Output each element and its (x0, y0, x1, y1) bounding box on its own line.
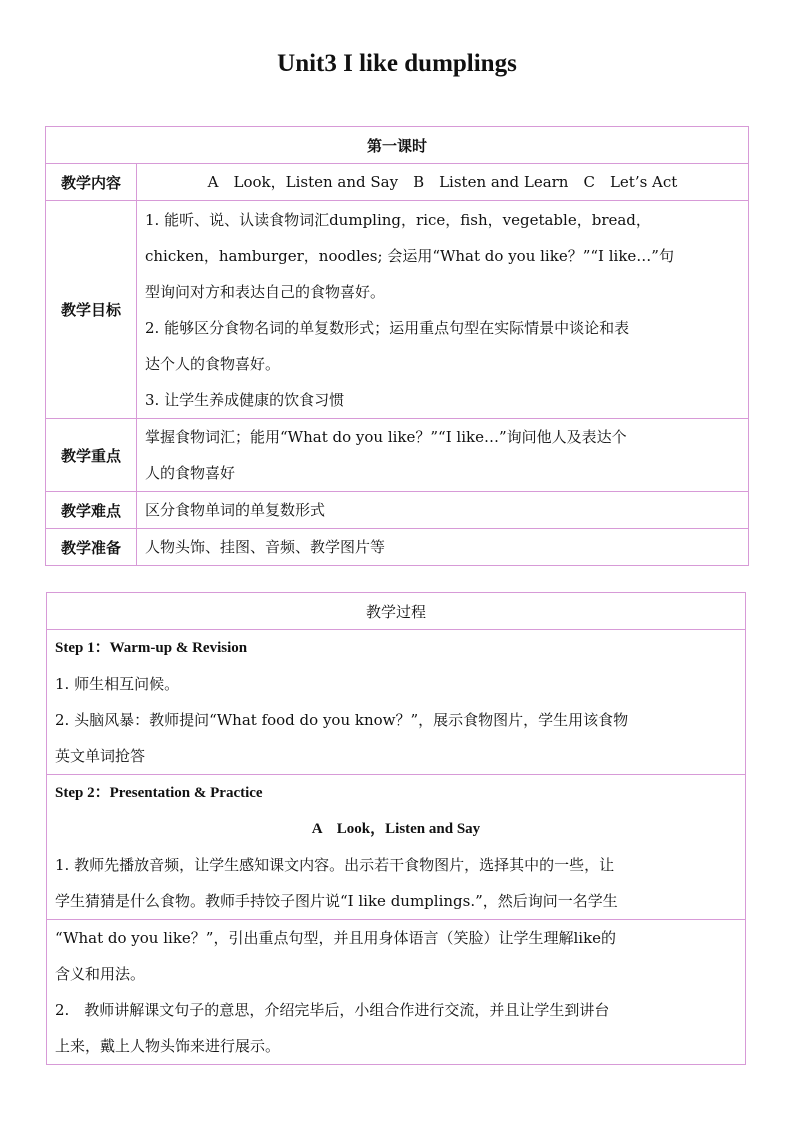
key-point-line: 人的食物喜好 (145, 464, 236, 482)
step2-line: 1. 教师先播放音频，让学生感知课文内容。出示若干食物图片，选择其中的一些，让 (55, 856, 615, 874)
row-value-preparation (137, 529, 749, 566)
objective-line: 达个人的食物喜好。 (145, 354, 281, 373)
step2-cell-a (47, 775, 746, 920)
document-title: Unit3 I like dumplings (277, 50, 517, 77)
row-value-key-points (137, 419, 749, 492)
step2-cell-b (47, 920, 746, 1065)
step2-line: “What do you like？”，引出重点句型，并且用身体语言（笑脸）让学生理解like的 (55, 929, 617, 947)
step1-title: Step 1：Warm-up & Revision (55, 640, 248, 656)
difficulty-line: 区分食物单词的单复数形式 (145, 501, 326, 519)
step1-line: 1. 师生相互问候。 (55, 675, 180, 693)
step1-cell (47, 630, 746, 775)
key-point-line: 掌握食物词汇；能用“What do you like？”“I like…”询问他人及表达个 (145, 428, 627, 446)
step2-line: 含义和用法。 (55, 965, 146, 983)
step2-line: 上来，戴上人物头饰来进行展示。 (55, 1037, 281, 1055)
content-line: A Look，Listen and Say B Listen and Learn C Let’s Act (207, 173, 678, 191)
step2-subtitle: A Look，Listen and Say (311, 821, 481, 837)
row-label-objectives: 教学目标 (46, 201, 137, 419)
row-value-content (137, 164, 749, 201)
objective-line: 3. 让学生养成健康的饮食习惯 (145, 390, 345, 409)
process-header: 教学过程 (47, 593, 746, 630)
step2-line: 2. 教师讲解课文句子的意思，介绍完毕后，小组合作进行交流，并且让学生到讲台 (55, 1001, 610, 1019)
lesson-period-header: 第一课时 (46, 127, 749, 164)
step1-line: 英文单词抢答 (55, 747, 146, 765)
step2-line: 学生猜猜是什么食物。教师手持饺子图片说“I like dumplings.”，然后询问一名学生 (55, 892, 618, 910)
objective-line: 型询问对方和表达自己的食物喜好。 (145, 282, 386, 301)
row-label-key-points: 教学重点 (46, 419, 137, 492)
step1-line: 2. 头脑风暴：教师提问“What food do you know？”，展示食物图片，学生用该食物 (55, 711, 629, 729)
preparation-line: 人物头饰、挂图、音频、教学图片等 (145, 538, 386, 556)
step2-title: Step 2：Presentation & Practice (55, 785, 263, 801)
row-label-preparation: 教学准备 (46, 529, 137, 566)
objective-line: 2. 能够区分食物名词的单复数形式；运用重点句型在实际情景中谈论和表 (145, 318, 630, 337)
teaching-process-table (46, 592, 746, 1065)
row-value-objectives (137, 201, 749, 419)
objective-line: 1. 能听、说、认读食物词汇dumpling，rice，fish，vegetable，bread， (145, 210, 651, 229)
row-value-difficulties (137, 492, 749, 529)
objective-line: chicken，hamburger，noodles; 会运用“What do you like？”“I like…”句 (145, 246, 674, 265)
lesson-info-table (45, 126, 749, 566)
row-label-content: 教学内容 (46, 164, 137, 201)
row-label-difficulties: 教学难点 (46, 492, 137, 529)
